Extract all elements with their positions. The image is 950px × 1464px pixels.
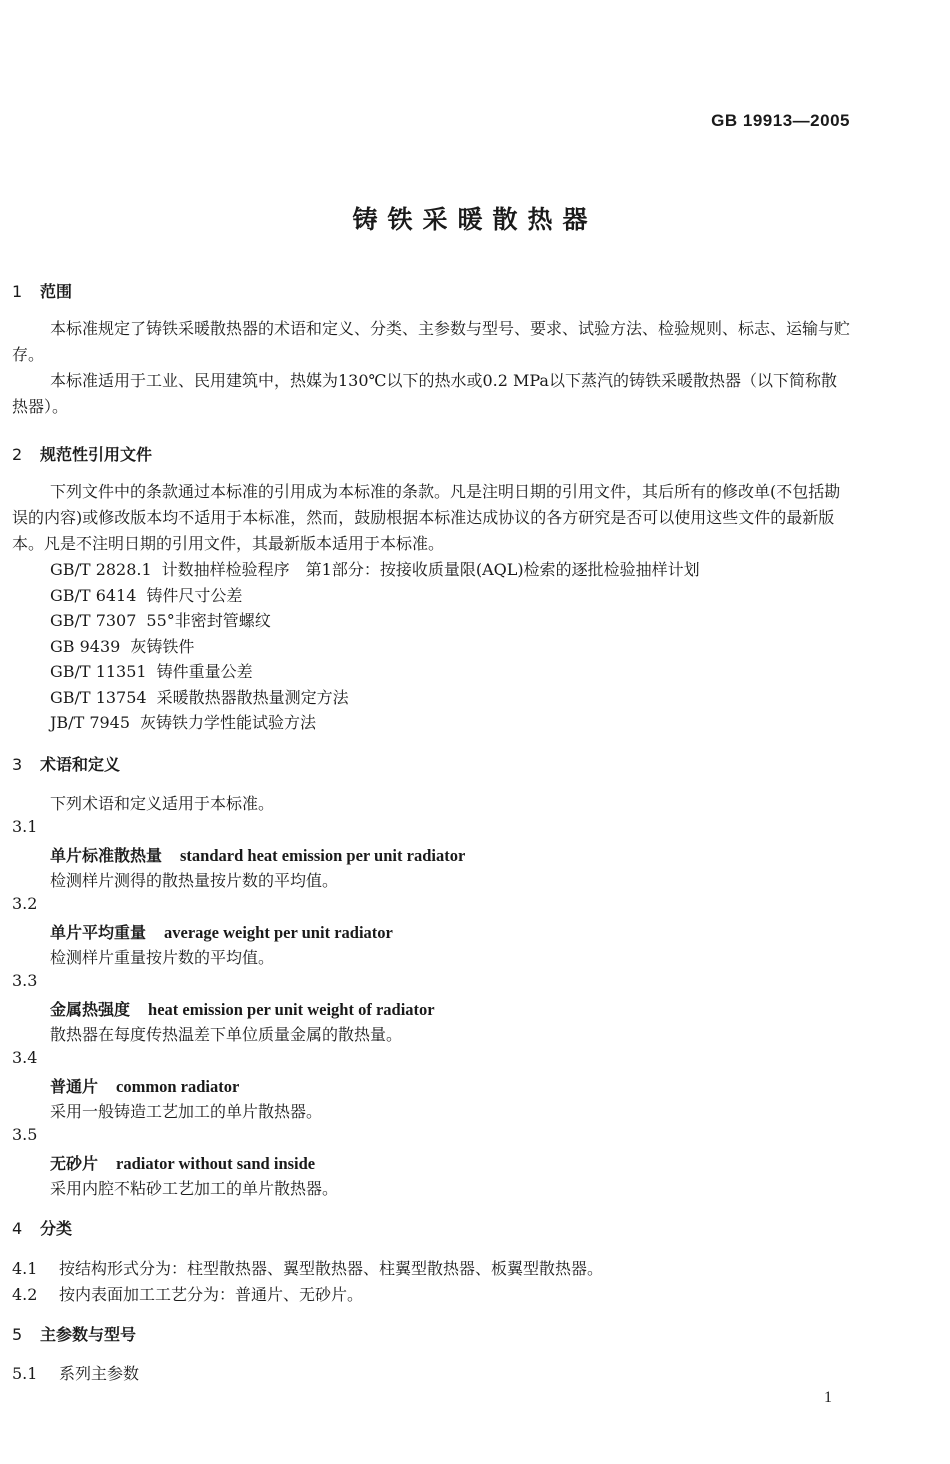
reference-code: GB 9439 xyxy=(50,637,121,656)
reference-code: JB/T 7945 xyxy=(50,713,131,732)
term-heading xyxy=(50,997,435,1020)
reference-item xyxy=(50,659,253,682)
page-number: 1 xyxy=(824,1389,832,1406)
reference-title: 灰铸铁力学性能试验方法 xyxy=(140,713,317,732)
term-definition: 检测样片重量按片数的平均值。 xyxy=(50,948,275,967)
reference-item xyxy=(50,710,316,733)
term-definition: 采用一般铸造工艺加工的单片散热器。 xyxy=(50,1102,323,1121)
clause xyxy=(12,1282,363,1305)
reference-title: 55°非密封管螺纹 xyxy=(146,611,271,630)
section-title: 范围 xyxy=(40,282,73,301)
term-english: standard heat emission per unit radiator xyxy=(180,846,466,865)
term-number: 3.3 xyxy=(12,971,38,990)
section-number: 3 xyxy=(12,755,23,774)
reference-item xyxy=(50,634,194,657)
reference-title: 计数抽样检验程序 第1部分：按接收质量限(AQL)检索的逐批检验抽样计划 xyxy=(161,560,700,579)
clause-text: 按内表面加工工艺分为：普通片、无砂片。 xyxy=(59,1285,364,1304)
term-heading xyxy=(50,1151,315,1174)
section-title: 术语和定义 xyxy=(40,755,121,774)
term-chinese: 普通片 xyxy=(50,1077,99,1096)
term-definition: 采用内腔不粘砂工艺加工的单片散热器。 xyxy=(50,1179,339,1198)
term-number: 3.5 xyxy=(12,1125,38,1144)
term-english: heat emission per unit weight of radiator xyxy=(148,1000,435,1019)
term-heading xyxy=(50,843,465,866)
reference-title: 灰铸铁件 xyxy=(130,637,195,656)
section-heading-normative-references xyxy=(12,442,152,465)
section-heading-scope xyxy=(12,279,72,302)
section-heading-terms xyxy=(12,752,120,775)
references-paragraph: 下列文件中的条款通过本标准的引用成为本标准的条款。凡是注明日期的引用文件，其后所有的修改单(不包括勘误的内容)或修改版本均不适用于本标准，然而，鼓励根据本标准达成协议的各方研究是否可以使用这些文件的最新版本。凡是不注明日期的引用文件，其最新版本适用于本标准。 xyxy=(12,482,841,553)
document-title: 铸铁采暖散热器 xyxy=(352,205,598,234)
reference-title: 铸件重量公差 xyxy=(156,662,253,681)
section-title: 分类 xyxy=(40,1219,73,1238)
term-number: 3.2 xyxy=(12,894,38,913)
scope-paragraph-2: 本标准适用于工业、民用建筑中，热媒为130℃以下的热水或0.2 MPa以下蒸汽的铸铁采暖散热器（以下简称散热器）。 xyxy=(12,371,837,416)
section-number: 1 xyxy=(12,282,23,301)
reference-title: 采暖散热器散热量测定方法 xyxy=(156,688,349,707)
clause xyxy=(12,1361,139,1384)
scope-paragraph-1: 本标准规定了铸铁采暖散热器的术语和定义、分类、主参数与型号、要求、试验方法、检验规则、标志、运输与贮存。 xyxy=(12,319,851,364)
section-number: 2 xyxy=(12,445,23,464)
clause-text: 系列主参数 xyxy=(59,1364,140,1383)
term-english: radiator without sand inside xyxy=(116,1154,316,1173)
term-chinese: 无砂片 xyxy=(50,1154,99,1173)
reference-code: GB/T 11351 xyxy=(50,662,147,681)
section-heading-classification xyxy=(12,1216,72,1239)
term-number: 3.1 xyxy=(12,817,38,836)
reference-title: 铸件尺寸公差 xyxy=(146,586,243,605)
standard-code: GB 19913—2005 xyxy=(711,111,850,130)
section-title: 规范性引用文件 xyxy=(40,445,153,464)
term-english: common radiator xyxy=(116,1077,240,1096)
term-heading xyxy=(50,920,393,943)
section-number: 4 xyxy=(12,1219,23,1238)
reference-code: GB/T 7307 xyxy=(50,611,137,630)
clause-text: 按结构形式分为：柱型散热器、翼型散热器、柱翼型散热器、板翼型散热器。 xyxy=(59,1259,604,1278)
term-english: average weight per unit radiator xyxy=(164,923,393,942)
reference-item xyxy=(50,557,700,580)
clause xyxy=(12,1256,603,1279)
term-chinese: 单片标准散热量 xyxy=(50,846,163,865)
term-definition: 检测样片测得的散热量按片数的平均值。 xyxy=(50,871,339,890)
terms-intro: 下列术语和定义适用于本标准。 xyxy=(50,794,275,813)
reference-code: GB/T 13754 xyxy=(50,688,147,707)
term-chinese: 金属热强度 xyxy=(50,1000,131,1019)
term-heading xyxy=(50,1074,239,1097)
clause-number: 4.1 xyxy=(12,1259,38,1278)
reference-item xyxy=(50,583,242,606)
clause-number: 4.2 xyxy=(12,1285,38,1304)
term-number: 3.4 xyxy=(12,1048,38,1067)
term-definition: 散热器在每度传热温差下单位质量金属的散热量。 xyxy=(50,1025,403,1044)
reference-code: GB/T 6414 xyxy=(50,586,137,605)
section-number: 5 xyxy=(12,1325,23,1344)
term-chinese: 单片平均重量 xyxy=(50,923,147,942)
reference-item xyxy=(50,608,271,631)
clause-number: 5.1 xyxy=(12,1364,38,1383)
section-title: 主参数与型号 xyxy=(40,1325,137,1344)
section-heading-main-parameters xyxy=(12,1322,136,1345)
reference-item xyxy=(50,685,349,708)
reference-code: GB/T 2828.1 xyxy=(50,560,152,579)
